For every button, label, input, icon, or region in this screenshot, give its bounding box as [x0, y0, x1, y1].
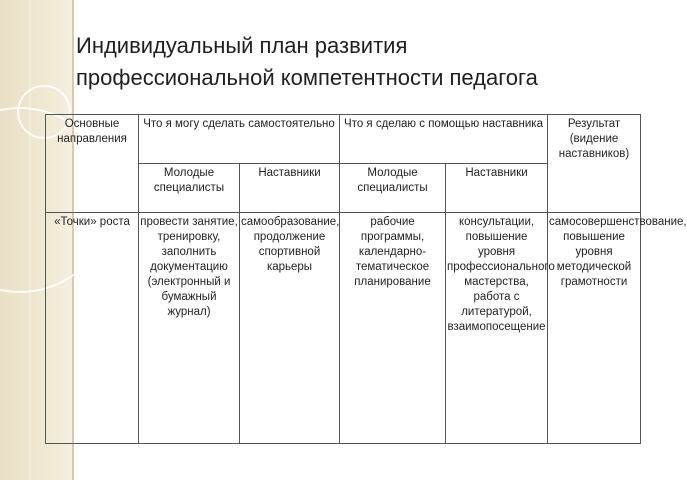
subheader-young-specialists-mentor: Молодые специалисты [340, 164, 446, 213]
cell-direction: «Точки» роста [46, 213, 139, 444]
header-with-mentor: Что я сделаю с помощью наставника [340, 115, 548, 164]
header-result: Результат (видение наставников) [548, 115, 641, 213]
subheader-young-specialists-self: Молодые специалисты [139, 164, 240, 213]
header-self: Что я могу сделать самостоятельно [139, 115, 340, 164]
cell-self-mentors: самообразование, продолжение спортивной карьеры [240, 213, 340, 444]
cell-mentor-mentors: консультации, повышение уровня профессионального мастерства, работа с литературой, взаимопосещение [446, 213, 548, 444]
table-row [46, 213, 641, 444]
table-header-row [46, 115, 641, 164]
cell-mentor-young: рабочие программы, календарно-тематическое планирование [340, 213, 446, 444]
title-line-1: Индивидуальный план развития [76, 33, 408, 58]
title-line-2: профессиональной компетентности педагога [76, 65, 538, 90]
header-directions: Основные направления [46, 115, 139, 213]
development-plan-table [45, 114, 687, 444]
subheader-mentors-mentor: Наставники [446, 164, 548, 213]
slide-title [76, 30, 636, 94]
cell-result: самосовершенствование, повышение уровня методической грамотности [548, 213, 641, 444]
cell-self-young: провести занятие, тренировку, заполнить документацию (электронный и бумажный журнал) [139, 213, 240, 444]
subheader-mentors-self: Наставники [240, 164, 340, 213]
